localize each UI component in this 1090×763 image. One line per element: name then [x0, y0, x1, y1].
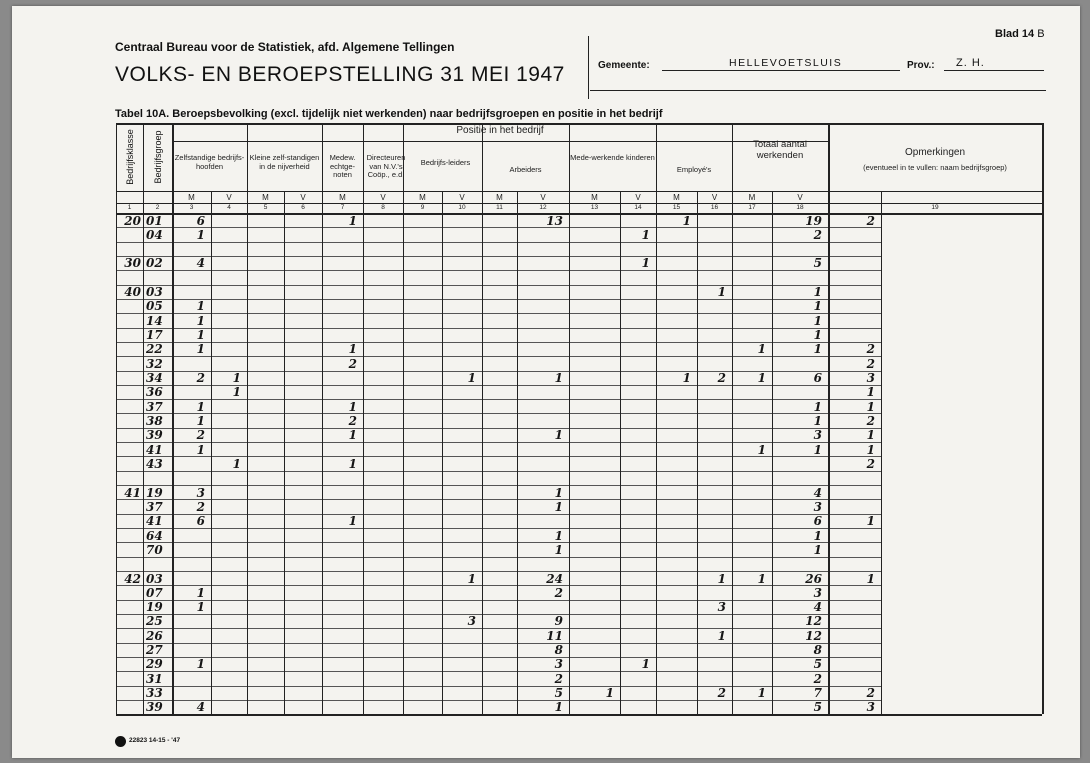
table-cell-col-10: 1: [467, 571, 476, 586]
table-cell-col-19: 2: [866, 213, 875, 228]
blad-text: Blad: [995, 28, 1019, 40]
table-cell-col-19: 3: [866, 371, 875, 386]
row-rule: [116, 442, 881, 443]
bedrijfsgroep-cell: 27: [146, 643, 163, 658]
bedrijfsgroep-cell: 17: [146, 328, 163, 343]
table-cell-col-3: 1: [196, 585, 205, 600]
table-cell-col-15: 1: [682, 371, 691, 386]
mv-rule: [116, 191, 1042, 192]
medewerkende-header: Mede-werkende kinderen: [570, 153, 655, 162]
bedrijfsgroep-cell: 14: [146, 313, 163, 328]
bedrijfsgroep-cell: 03: [146, 285, 163, 300]
table-cell-col-3: 1: [196, 342, 205, 357]
bedrijfsklasse-cell: 20: [124, 213, 141, 228]
row-rule: [116, 571, 881, 572]
table-cell-col-3: 1: [196, 657, 205, 672]
row-rule: [116, 285, 881, 286]
table-cell-col-16: 2: [717, 686, 726, 701]
bedrijfsklasse-header: Bedrijfsklasse: [124, 129, 135, 185]
column-number-17: 17: [748, 204, 756, 211]
table-cell-col-18: 3: [813, 428, 822, 443]
mv-label-18: V: [797, 193, 803, 202]
table-cell-col-18: 4: [813, 600, 822, 615]
table-cell-col-18: 6: [813, 371, 822, 386]
table-cell-col-18: 1: [813, 413, 822, 428]
bedrijfsgroep-cell: 25: [146, 614, 163, 629]
bedrijfsgroep-cell: 03: [146, 571, 163, 586]
mv-label-16: V: [711, 193, 718, 202]
table-cell-col-3: 4: [196, 256, 205, 271]
employes-header: Employé's: [676, 165, 712, 174]
column-rule: [656, 123, 657, 714]
table-cell-col-3: 6: [196, 514, 205, 529]
table-cell-col-18: 19: [805, 213, 822, 228]
table-cell-col-18: 2: [813, 671, 822, 686]
prov-label: Prov.:: [907, 60, 935, 71]
column-number-3: 3: [189, 204, 194, 211]
table-cell-col-7: 1: [348, 213, 357, 228]
table-cell-col-17: 1: [757, 371, 766, 386]
table-cell-col-3: 6: [196, 213, 205, 228]
row-rule: [116, 514, 881, 515]
bedrijfsgroep-cell: 07: [146, 585, 163, 600]
row-rule: [116, 585, 881, 586]
row-rule: [116, 342, 881, 343]
table-cell-col-16: 1: [717, 285, 726, 300]
row-rule: [116, 671, 881, 672]
column-number-12: 12: [539, 204, 547, 211]
bedrijfsgroep-cell: 05: [146, 299, 163, 314]
table-cell-col-18: 3: [813, 585, 822, 600]
gemeente-value: HELLEVOETSLUIS: [729, 57, 843, 69]
table-cell-col-12: 1: [554, 485, 563, 500]
table-cell-col-3: 1: [196, 413, 205, 428]
table-cell-col-19: 1: [866, 571, 875, 586]
bedrijfsgroep-cell: 29: [146, 657, 163, 672]
table-cell-col-7: 1: [348, 399, 357, 414]
table-cell-col-19: 3: [866, 700, 875, 715]
blad-number: 14: [1021, 28, 1035, 40]
column-number-14: 14: [634, 204, 642, 211]
table-cell-col-3: 2: [196, 428, 205, 443]
table-cell-col-7: 1: [348, 342, 357, 357]
column-rule: [569, 123, 570, 714]
table-cell-col-18: 12: [805, 628, 822, 643]
bedrijfsgroep-cell: 26: [146, 628, 163, 643]
table-cell-col-4: 1: [232, 371, 241, 386]
column-number-1: 1: [127, 204, 132, 211]
table-cell-col-18: 7: [813, 686, 822, 701]
table-cell-col-14: 1: [641, 227, 650, 242]
table-cell-col-3: 1: [196, 313, 205, 328]
row-rule: [116, 328, 881, 329]
directeuren-header: Directeuren van N.V.'s Coöp., e.d.: [366, 153, 406, 179]
table-cell-col-3: 1: [196, 299, 205, 314]
table-cell-col-14: 1: [641, 657, 650, 672]
row-rule: [116, 313, 881, 314]
footer-code: 22823 14-15 - '47: [129, 737, 181, 744]
form-sheet: [12, 6, 1080, 758]
column-rule: [482, 123, 483, 714]
table-cell-col-19: 2: [866, 342, 875, 357]
row-rule: [116, 600, 881, 601]
table-cell-col-19: 2: [866, 456, 875, 471]
table-cell-col-18: 2: [813, 227, 822, 242]
table-cell-col-3: 1: [196, 600, 205, 615]
table-cell-col-15: 1: [682, 213, 691, 228]
table-cell-col-18: 5: [813, 700, 822, 715]
table-cell-col-7: 1: [348, 456, 357, 471]
table-cell-col-16: 1: [717, 628, 726, 643]
table-title: Tabel 10A. Beroepsbevolking (excl. tijdelijk niet werkenden) naar bedrijfsgroepen en positie in het bedrijf: [115, 108, 663, 120]
bedrijfsgroep-cell: 02: [146, 256, 163, 271]
row-rule: [116, 686, 881, 687]
mv-label-14: V: [635, 193, 641, 202]
table-cell-col-19: 1: [866, 514, 875, 529]
table-cell-col-12: 2: [554, 671, 563, 686]
data-table: [12, 6, 1080, 758]
bedrijfsgroep-header: Bedrijfsgroep: [152, 130, 163, 184]
column-rule: [247, 123, 248, 714]
bedrijfsgroep-cell: 37: [146, 399, 163, 414]
table-cell-col-12: 11: [546, 628, 563, 643]
table-cell-col-7: 1: [348, 514, 357, 529]
bedrijfsgroep-cell: 36: [146, 385, 163, 400]
table-cell-col-3: 4: [196, 700, 205, 715]
table-cell-col-12: 1: [554, 542, 563, 557]
column-rule: [363, 123, 364, 714]
bedrijfsgroep-cell: 39: [146, 700, 163, 715]
bureau-name: Centraal Bureau voor de Statistiek, afd. Algemene Tellingen: [115, 40, 455, 54]
table-cell-col-12: 1: [554, 428, 563, 443]
mv-label-11: M: [496, 193, 503, 202]
totaal-header: Totaal aantal werkenden: [753, 139, 807, 161]
table-cell-col-19: 2: [866, 413, 875, 428]
kleine-header: Kleine zelf-standigen in de nijverheid: [249, 153, 320, 171]
table-cell-col-18: 6: [813, 514, 822, 529]
table-cell-col-12: 1: [554, 371, 563, 386]
column-number-11: 11: [496, 204, 503, 211]
column-rule: [143, 123, 144, 714]
bedrijfsklasse-cell: 30: [124, 256, 141, 271]
table-cell-col-10: 3: [467, 614, 476, 629]
gemeente-label: Gemeente:: [598, 60, 650, 71]
bedrijfsklasse-cell: 41: [124, 485, 141, 500]
column-number-7: 7: [340, 204, 345, 211]
table-cell-col-18: 1: [813, 328, 822, 343]
table-cell-col-17: 1: [757, 686, 766, 701]
row-rule: [116, 643, 881, 644]
row-rule: [116, 700, 881, 701]
table-cell-col-16: 2: [717, 371, 726, 386]
bedrijfsgroep-cell: 33: [146, 686, 163, 701]
table-cell-col-17: 1: [757, 442, 766, 457]
blad-suffix: B: [1037, 28, 1045, 40]
row-rule: [116, 413, 881, 414]
column-rule: [211, 191, 212, 714]
table-cell-col-3: 2: [196, 499, 205, 514]
row-rule: [116, 542, 881, 543]
table-cell-col-18: 1: [813, 313, 822, 328]
table-cell-col-19: 1: [866, 385, 875, 400]
mv-label-13: M: [591, 193, 598, 202]
table-cell-col-18: 5: [813, 657, 822, 672]
column-rule: [732, 123, 733, 714]
row-rule: [116, 270, 881, 271]
footer-code-icon: [115, 736, 126, 747]
table-cell-col-7: 1: [348, 428, 357, 443]
table-cell-col-18: 1: [813, 285, 822, 300]
table-cell-col-18: 1: [813, 528, 822, 543]
form-title: VOLKS- EN BEROEPSTELLING 31 MEI 1947: [115, 63, 565, 86]
positie-header: Positie in het bedrijf: [456, 125, 544, 136]
table-cell-col-18: 1: [813, 342, 822, 357]
bedrijfsgroep-cell: 39: [146, 428, 163, 443]
table-cell-col-12: 1: [554, 499, 563, 514]
bedrijfsgroep-cell: 43: [146, 456, 163, 471]
column-number-18: 18: [796, 204, 804, 211]
table-cell-col-16: 1: [717, 571, 726, 586]
table-cell-col-12: 3: [554, 657, 563, 672]
column-number-8: 8: [381, 204, 385, 211]
table-cell-col-18: 1: [813, 542, 822, 557]
column-rule: [116, 123, 117, 714]
column-number-2: 2: [155, 204, 160, 211]
table-cell-col-12: 1: [554, 700, 563, 715]
table-cell-col-3: 3: [196, 485, 205, 500]
bedrijfsgroep-cell: 34: [146, 371, 163, 386]
table-cell-col-7: 2: [348, 356, 357, 371]
table-cell-col-18: 3: [813, 499, 822, 514]
table-cell-col-4: 1: [232, 456, 241, 471]
table-cell-col-17: 1: [757, 342, 766, 357]
table-bottom-rule: [116, 714, 1042, 716]
table-cell-col-19: 1: [866, 399, 875, 414]
mv-label-9: M: [419, 193, 426, 202]
table-cell-col-3: 2: [196, 371, 205, 386]
table-cell-col-10: 1: [467, 371, 476, 386]
table-cell-col-18: 1: [813, 399, 822, 414]
table-cell-col-12: 13: [546, 213, 563, 228]
row-rule: [116, 557, 881, 558]
mv-label-6: V: [300, 193, 306, 202]
column-rule: [1042, 123, 1044, 714]
opmerkingen-sub-header: (eventueel in te vullen: naam bedrijfsgroep): [863, 163, 1007, 172]
table-cell-col-12: 1: [554, 528, 563, 543]
column-number-10: 10: [458, 204, 466, 211]
column-number-16: 16: [710, 204, 719, 211]
table-cell-col-19: 1: [866, 428, 875, 443]
row-rule: [116, 657, 881, 658]
bedrijfsgroep-cell: 70: [146, 542, 163, 557]
column-rule: [284, 191, 285, 714]
row-rule: [116, 356, 881, 357]
row-rule: [116, 485, 881, 486]
row-rule: [116, 227, 881, 228]
bedrijfsgroep-cell: 38: [146, 413, 163, 428]
table-cell-col-19: 2: [866, 686, 875, 701]
bedrijfsgroep-cell: 31: [146, 671, 163, 686]
bedrijfsgroep-cell: 22: [146, 342, 163, 357]
row-rule: [116, 242, 881, 243]
table-cell-col-7: 2: [348, 413, 357, 428]
row-rule: [116, 628, 881, 629]
table-cell-col-18: 5: [813, 256, 822, 271]
column-number-4: 4: [227, 204, 231, 211]
column-number-6: 6: [301, 204, 305, 211]
positie-rule: [172, 141, 828, 142]
row-rule: [116, 428, 881, 429]
mv-label-10: V: [459, 193, 465, 202]
column-number-15: 15: [672, 204, 681, 211]
table-cell-col-3: 1: [196, 227, 205, 242]
table-cell-col-18: 4: [813, 485, 822, 500]
row-rule: [116, 614, 881, 615]
bedrijfsklasse-cell: 42: [124, 571, 141, 586]
zelfstandige-header: Zelfstandige bedrijfs-hoofden: [174, 153, 245, 171]
table-cell-col-12: 9: [554, 614, 563, 629]
mv-label-17: M: [748, 193, 756, 202]
column-rule: [403, 123, 404, 714]
table-cell-col-19: 1: [866, 442, 875, 457]
mv-label-3: M: [188, 193, 195, 202]
table-cell-col-3: 1: [196, 399, 205, 414]
column-number-19: 19: [931, 204, 939, 211]
mv-label-4: V: [226, 193, 232, 202]
mv-label-7: M: [339, 193, 346, 202]
column-number-13: 13: [590, 204, 599, 211]
table-top-rule: [116, 123, 1042, 125]
row-rule: [116, 299, 881, 300]
bedrijfsklasse-cell: 40: [124, 285, 141, 300]
table-cell-col-13: 1: [605, 686, 614, 701]
table-cell-col-16: 3: [717, 600, 726, 615]
table-cell-col-18: 1: [813, 442, 822, 457]
bedrijfsgroep-cell: 64: [146, 528, 163, 543]
table-cell-col-18: 26: [805, 571, 822, 586]
bedrijfsgroep-cell: 37: [146, 499, 163, 514]
table-cell-col-12: 8: [554, 643, 563, 658]
mv-label-8: V: [380, 193, 386, 202]
prov-value: Z. H.: [956, 57, 985, 69]
arbeiders-header: Arbeiders: [509, 165, 542, 174]
table-cell-col-3: 1: [196, 442, 205, 457]
opmerkingen-header: Opmerkingen: [904, 147, 966, 158]
bedrijfsgroep-cell: 01: [146, 213, 163, 228]
column-number-9: 9: [420, 204, 425, 211]
table-cell-col-18: 1: [813, 299, 822, 314]
bedrijfsgroep-cell: 32: [146, 356, 163, 371]
bedrijfsgroep-cell: 19: [146, 600, 163, 615]
medew-header: Medew. echtge-noten: [329, 153, 356, 179]
mv-label-15: M: [673, 193, 680, 202]
table-cell-col-19: 2: [866, 356, 875, 371]
table-cell-col-12: 5: [554, 686, 563, 701]
table-cell-col-17: 1: [757, 571, 766, 586]
bedrijfsgroep-cell: 41: [146, 442, 163, 457]
body-top-rule: [116, 213, 1042, 215]
row-rule: [116, 528, 881, 529]
mv-label-12: V: [540, 193, 546, 202]
row-rule: [116, 499, 881, 500]
column-rule: [442, 191, 443, 714]
table-cell-col-14: 1: [641, 256, 650, 271]
table-cell-col-3: 1: [196, 328, 205, 343]
table-cell-col-12: 24: [546, 571, 563, 586]
table-cell-col-12: 2: [554, 585, 563, 600]
mv-label-5: M: [262, 193, 269, 202]
bedrijfsgroep-cell: 04: [146, 227, 163, 242]
bedrijfsgroep-cell: 41: [146, 514, 163, 529]
row-rule: [116, 256, 881, 257]
table-cell-col-4: 1: [232, 385, 241, 400]
column-number-5: 5: [263, 204, 268, 211]
bedrijfsleiders-header: Bedrijfs-leiders: [420, 158, 471, 167]
table-cell-col-18: 12: [805, 614, 822, 629]
table-cell-col-18: 8: [813, 643, 822, 658]
column-rule: [881, 191, 882, 714]
bedrijfsgroep-cell: 19: [146, 485, 163, 500]
